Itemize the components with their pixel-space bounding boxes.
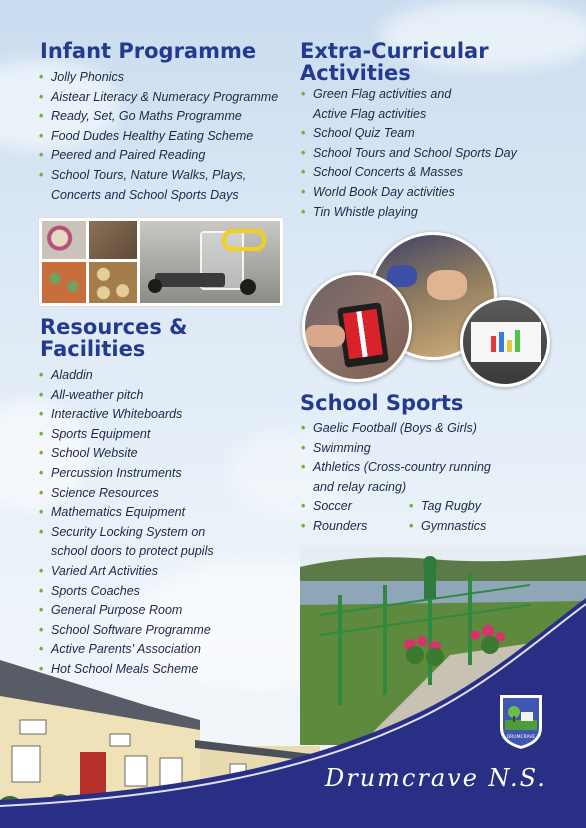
resource-item: • Hot School Meals Scheme	[39, 660, 214, 680]
extra-curricular-item: Active Flag activities	[313, 106, 427, 121]
extra-curricular-heading-line2: Activities	[300, 61, 411, 85]
sport-item: and relay racing)	[313, 479, 407, 494]
resource-item: • Interactive Whiteboards	[39, 405, 214, 425]
infant-programme-item: • Aistear Literacy & Numeracy Programme	[39, 88, 278, 108]
resources-heading-line1: Resources &	[40, 315, 188, 339]
resource-item: • Science Resources	[39, 484, 214, 504]
extra-curricular-item: • School Quiz Team	[301, 124, 517, 144]
resource-item: • Sports Coaches	[39, 582, 214, 602]
resource-item: • Security Locking System on	[39, 523, 214, 543]
extra-curricular-item: • School Tours and School Sports Day	[301, 144, 517, 164]
infant-programme-item: • Ready, Set, Go Maths Programme	[39, 107, 278, 127]
extra-curricular-item: • School Concerts & Masses	[301, 163, 517, 183]
sport-item: • Gaelic Football (Boys & Girls)	[301, 419, 491, 439]
sport-item: • Rounders	[301, 517, 367, 537]
infant-programme-item: Concerts and School Sports Days	[51, 187, 239, 202]
school-sports-heading: School Sports	[300, 391, 464, 415]
extra-curricular-heading-line1: Extra-Curricular	[300, 39, 489, 63]
sport-item: • Tag Rugby	[409, 497, 486, 517]
resource-item: • Mathematics Equipment	[39, 503, 214, 523]
school-crest-logo	[497, 692, 545, 752]
sport-item: • Gymnastics	[409, 517, 486, 537]
extra-curricular-item: • Green Flag activities and	[301, 85, 517, 105]
infant-programme-item: • Peered and Paired Reading	[39, 146, 278, 166]
resource-item: • School Website	[39, 444, 214, 464]
sport-item: • Swimming	[301, 439, 491, 459]
resource-item: • Active Parents' Association	[39, 640, 214, 660]
resource-item: • Aladdin	[39, 366, 214, 386]
infant-programme-item: • Jolly Phonics	[39, 68, 278, 88]
resources-heading-line2: Facilities	[40, 337, 146, 361]
infant-programme-item: • School Tours, Nature Walks, Plays,	[39, 166, 278, 186]
resource-item: • General Purpose Room	[39, 601, 214, 621]
infant-programme-item: • Food Dudes Healthy Eating Scheme	[39, 127, 278, 147]
extra-curricular-item: • World Book Day activities	[301, 183, 517, 203]
sport-item: • Athletics (Cross-country running	[301, 458, 491, 478]
infant-programme-heading: Infant Programme	[40, 39, 257, 63]
resource-item: • School Software Programme	[39, 621, 214, 641]
resource-item: • Sports Equipment	[39, 425, 214, 445]
crest-text: DRUMCRAVE	[506, 735, 536, 740]
resource-item: • Varied Art Activities	[39, 562, 214, 582]
school-name: Drumcrave N.S.	[325, 764, 547, 792]
resource-item: • Percussion Instruments	[39, 464, 214, 484]
resource-item: school doors to protect pupils	[51, 544, 214, 559]
sport-item: • Soccer	[301, 497, 367, 517]
resource-item: • All-weather pitch	[39, 386, 214, 406]
extra-curricular-item: • Tin Whistle playing	[301, 203, 517, 223]
